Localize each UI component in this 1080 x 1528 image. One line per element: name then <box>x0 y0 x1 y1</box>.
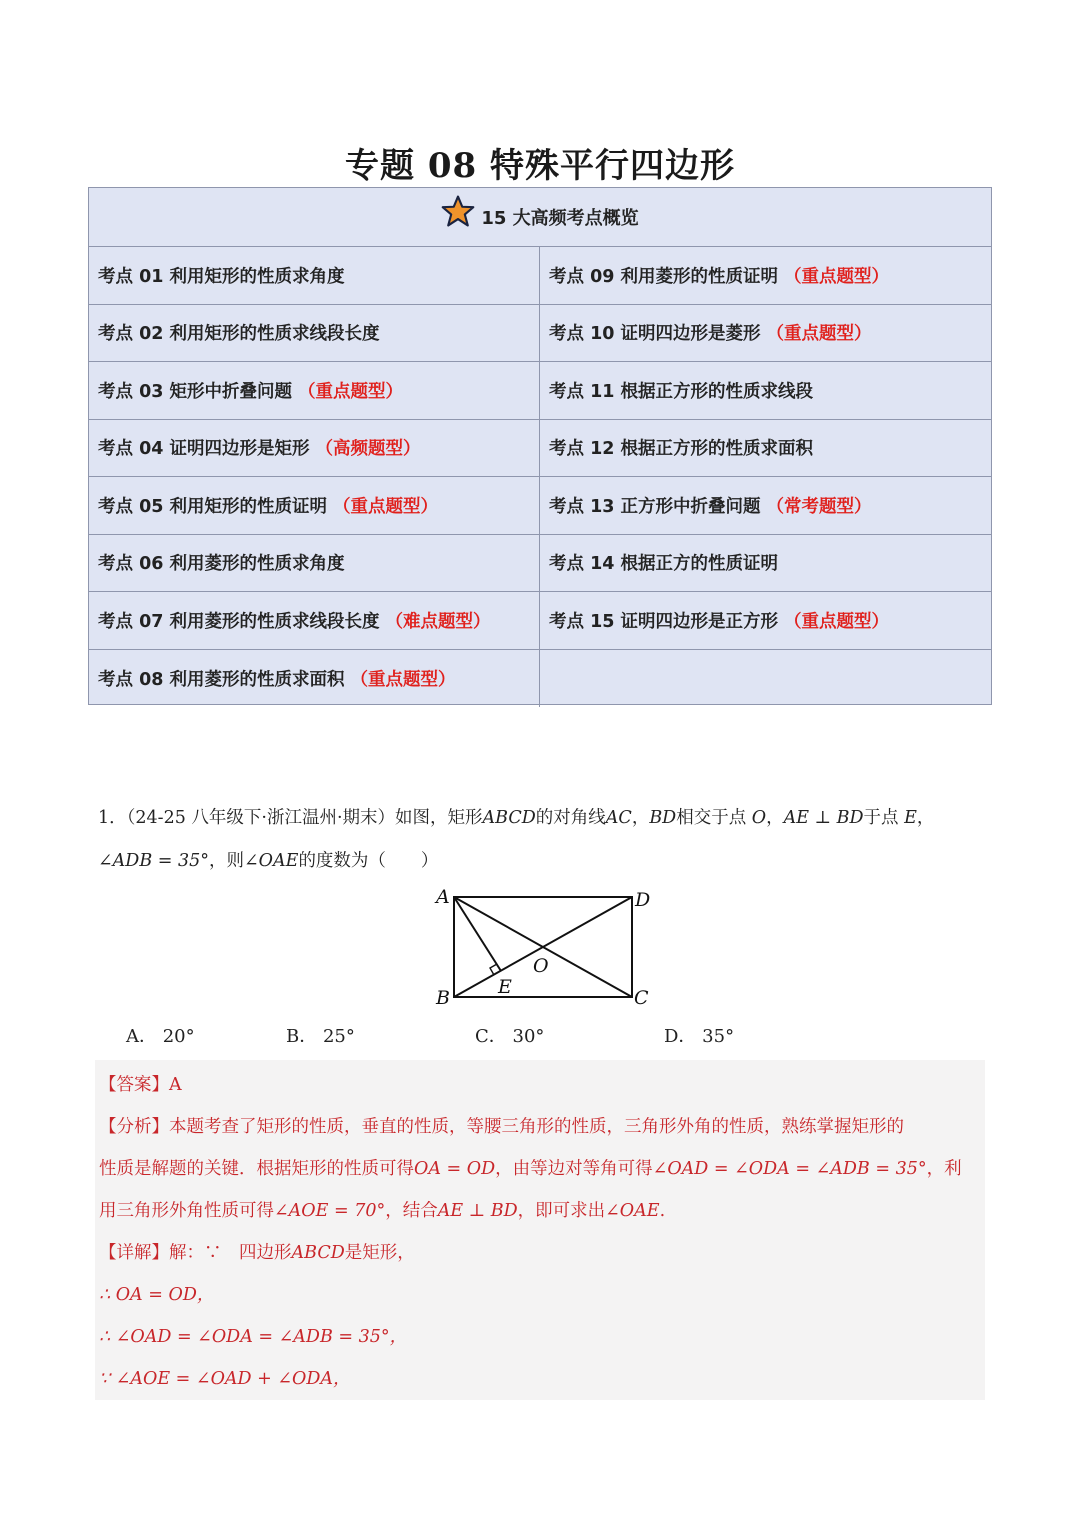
topic-cell: 考点 14 根据正方的性质证明 <box>540 535 991 593</box>
question-line-1: 1．（24-25 八年级下·浙江温州·期末）如图，矩形ABCD的对角线AC，BD相交于点 O，AE ⊥ BD于点 E， <box>98 808 935 828</box>
analysis-line-1: 【分析】本题考查了矩形的性质，垂直的性质，等腰三角形的性质，三角形外角的性质，熟练掌握矩形的 <box>99 1117 904 1137</box>
question-1 <box>98 797 978 883</box>
label-e: E <box>498 976 512 998</box>
topic-overview-table <box>88 187 992 705</box>
choice-d: D． 35° <box>664 1026 735 1047</box>
topic-cell: 考点 08 利用菱形的性质求面积 （重点题型） <box>89 650 540 708</box>
choice-b: B． 25° <box>286 1026 355 1047</box>
label-b: B <box>436 987 450 1009</box>
overview-grid <box>89 247 991 707</box>
detail-step-3: ∵ ∠AOE = ∠OAD + ∠ODA， <box>99 1369 351 1389</box>
label-c: C <box>634 987 649 1009</box>
answer-line: 【答案】A <box>99 1075 182 1095</box>
label-d: D <box>635 889 651 911</box>
choice-c: C． 30° <box>475 1026 545 1047</box>
analysis-line-2: 性质是解题的关键．根据矩形的性质可得OA = OD，由等边对等角可得∠OAD = ∠ODA = ∠ADB = 35°，利 <box>99 1159 962 1179</box>
topic-cell: 考点 07 利用菱形的性质求线段长度 （难点题型） <box>89 592 540 650</box>
detail-step-1: ∴ OA = OD， <box>99 1285 215 1305</box>
solution-box <box>95 1060 985 1400</box>
topic-cell: 考点 04 证明四边形是矩形 （高频题型） <box>89 420 540 478</box>
topic-cell: 考点 02 利用矩形的性质求线段长度 <box>89 305 540 363</box>
topic-cell: 考点 15 证明四边形是正方形 （重点题型） <box>540 592 991 650</box>
topic-cell: 考点 05 利用矩形的性质证明 （重点题型） <box>89 477 540 535</box>
topic-cell-empty <box>540 650 991 708</box>
topic-cell: 考点 12 根据正方形的性质求面积 <box>540 420 991 478</box>
overview-header-text: 15 大高频考点概览 <box>481 208 639 229</box>
star-icon <box>441 194 475 228</box>
topic-cell: 考点 11 根据正方形的性质求线段 <box>540 362 991 420</box>
detail-line: 【详解】解：∵ 四边形ABCD是矩形， <box>99 1243 415 1263</box>
topic-cell: 考点 10 证明四边形是菱形 （重点题型） <box>540 305 991 363</box>
choice-a: A． 20° <box>126 1026 195 1047</box>
detail-step-2: ∴ ∠OAD = ∠ODA = ∠ADB = 35°， <box>99 1327 408 1347</box>
topic-cell: 考点 01 利用矩形的性质求角度 <box>89 247 540 305</box>
topic-cell: 考点 03 矩形中折叠问题 （重点题型） <box>89 362 540 420</box>
label-o: O <box>533 955 549 977</box>
question-line-2: ∠ADB = 35°，则∠OAE的度数为（ ） <box>98 851 439 871</box>
analysis-line-3: 用三角形外角性质可得∠AOE = 70°，结合AE ⊥ BD，即可求出∠OAE. <box>99 1201 666 1221</box>
answer-choices <box>126 1022 826 1052</box>
page-title: 专题 08 特殊平行四边形 <box>345 146 735 186</box>
topic-cell: 考点 09 利用菱形的性质证明 （重点题型） <box>540 247 991 305</box>
segment-ae <box>454 897 501 971</box>
label-a: A <box>436 886 450 908</box>
rectangle-diagram <box>428 884 660 1012</box>
overview-header <box>89 188 991 247</box>
topic-cell: 考点 13 正方形中折叠问题 （常考题型） <box>540 477 991 535</box>
topic-cell: 考点 06 利用菱形的性质求角度 <box>89 535 540 593</box>
